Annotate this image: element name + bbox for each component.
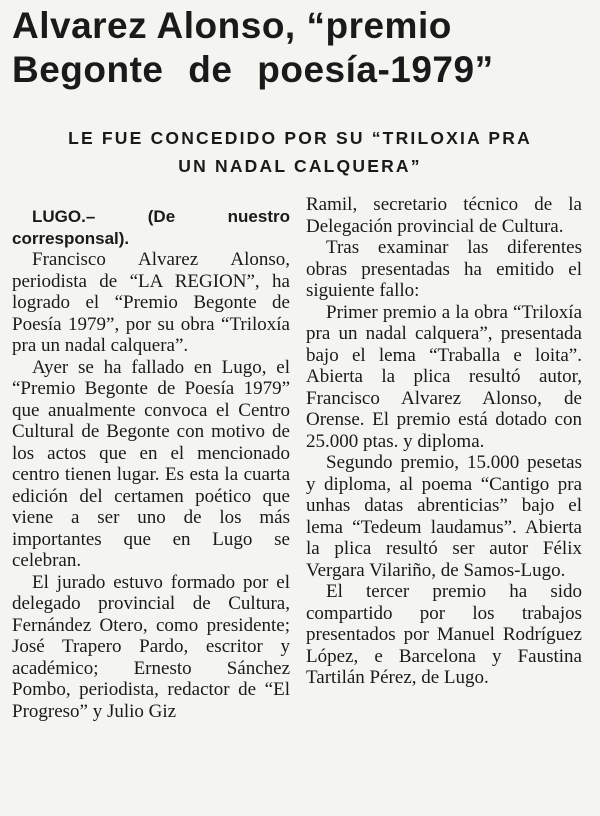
subheadline-line-2: UN NADAL CALQUERA” [178, 156, 422, 176]
headline-line-2: Begonte de poesía-1979” [12, 49, 494, 90]
paragraph-continuation: Ramil, secretario técnico de la Delegación provincial de Cultura. [306, 194, 582, 237]
paragraph: El jurado estuvo formado por el delegado provincial de Cultura, Fernández Otero, como presidente; José Trapero Pardo, escritor y académico; Ernesto Sánchez Pombo, periodista, redactor de “El Progreso” y Julio Giz [12, 571, 290, 722]
subheadline-line-1: LE FUE CONCEDIDO POR SU “TRILOXIA PRA [68, 128, 532, 148]
paragraph: Segundo premio, 15.000 pesetas y diploma, al poema “Cantigo pra unhas datas abrenticias” bajo el lema “Tedeum laudamus”. Abierta la plica resultó ser autor Félix Vergara Vilariño, de Samos-Lugo. [306, 452, 582, 581]
paragraph: El tercer premio ha sido compartido por los trabajos presentados por Manuel Rodríguez López, e Barcelona y Faustina Tartilán Pérez, de Lugo. [306, 581, 582, 688]
article-column-right [306, 194, 582, 689]
dateline: LUGO.– (De nuestro corresponsal). [12, 207, 290, 248]
paragraph: Primer premio a la obra “Triloxía pra un nadal calquera”, presentada bajo el lema “Traballa e loita”. Abierta la plica resultó autor, Francisco Alvarez Alonso, de Orense. El premio está dotado con 25.000 ptas. y diploma. [306, 301, 582, 452]
article-column-left [12, 206, 290, 722]
paragraph: Ayer se ha fallado en Lugo, el “Premio Begonte de Poesía 1979” que anualmente convoca el Centro Cultural de Begonte con motivo de los actos que en el mencionado centro tienen lugar. Es esta la cuarta edición del certamen poético que viene a ser uno de los más importantes que en Lugo se celebran. [12, 356, 290, 571]
headline-line-1: Alvarez Alonso, “premio [12, 5, 452, 46]
subheadline [0, 124, 600, 180]
headline [12, 4, 592, 92]
paragraph: Francisco Alvarez Alonso, periodista de “LA REGION”, ha logrado el “Premio Begonte de Poesía 1979”, por su obra “Triloxía pra un nadal calquera”. [12, 249, 290, 356]
paragraph: Tras examinar las diferentes obras presentadas ha emitido el siguiente fallo: [306, 237, 582, 301]
